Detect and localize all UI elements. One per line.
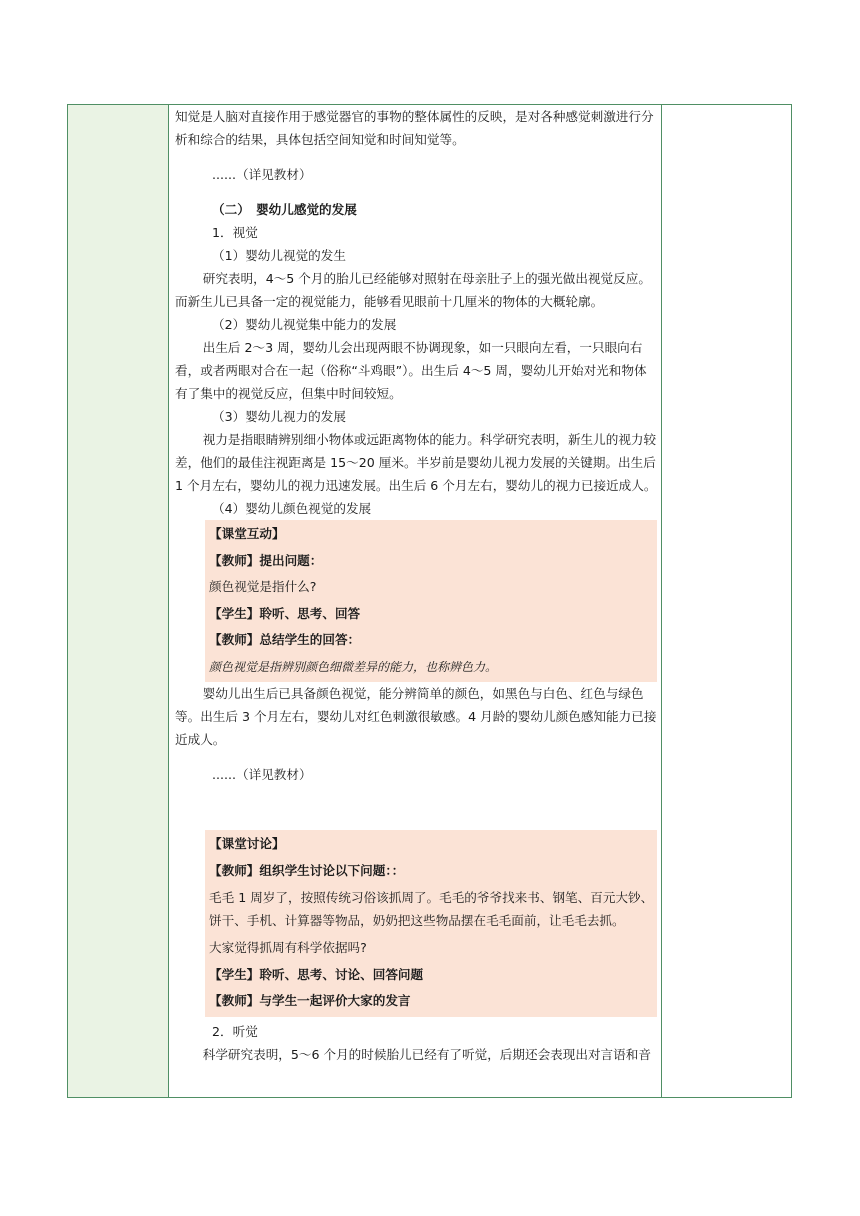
classroom-interaction-box <box>205 520 657 682</box>
section-heading: （二） 婴幼儿感觉的发展 <box>212 202 357 217</box>
box-title: 【课堂互动】 <box>209 526 285 541</box>
subheading-vision-focus: （2）婴幼儿视觉集中能力的发展 <box>212 317 397 332</box>
paragraph-hearing: 科学研究表明，5～6 个月的时候胎儿已经有了听觉，后期还会表现出对言语和音 <box>202 1046 651 1062</box>
right-column <box>661 105 791 1097</box>
classroom-discussion-box <box>205 830 657 1017</box>
intro-paragraph: 知觉是人脑对直接作用于感觉器官的事物的整体属性的反映，是对各种感觉刺激进行分析和综合的结果，具体包括空间知觉和时间知觉等。 <box>175 109 654 147</box>
student-label: 【学生】聆听、思考、讨论、回答问题 <box>209 966 424 982</box>
paragraph-vision-focus: 出生后 2～3 周，婴幼儿会出现两眼不协调现象，如一只眼向左看，一只眼向右看，或者两眼对合在一起（俗称“斗鸡眼”）。出生后 4～5 周，婴幼儿开始对光和物体有了集中的视觉反应，但集中时间较短。 <box>175 340 647 401</box>
subheading-eyesight: （3）婴幼儿视力的发展 <box>212 409 346 424</box>
teacher-evaluate-label: 【教师】与学生一起评价大家的发言 <box>209 993 411 1008</box>
box-question: 颜色视觉是指什么? <box>209 579 317 594</box>
teacher-question-label: 【教师】提出问题： <box>209 552 323 568</box>
discussion-story: 毛毛 1 周岁了，按照传统习俗该抓周了。毛毛的爷爷找来书、钢笔、百元大钞、饼干、手机、计算器等物品，奶奶把这些物品摆在毛毛面前，让毛毛去抓。 <box>209 890 654 928</box>
see-textbook-note-2: ......（详见教材） <box>212 767 312 782</box>
left-column <box>68 105 169 1097</box>
discussion-question: 大家觉得抓周有科学依据吗? <box>209 940 367 955</box>
student-label: 【学生】聆听、思考、回答 <box>209 605 361 621</box>
box-answer: 颜色视觉是指辨别颜色细微差异的能力，也称辨色力。 <box>209 659 498 674</box>
lesson-table <box>67 104 792 1098</box>
item-hearing: 2．听觉 <box>212 1023 258 1039</box>
paragraph-eyesight: 视力是指眼睛辨别细小物体或远距离物体的能力。科学研究表明，新生儿的视力较差，他们的最佳注视距离是 15～20 厘米。半岁前是婴幼儿视力发展的关键期。出生后 1 个月左右，婴幼儿的视力迅速发展。出生后 6 个月左右，婴幼儿的视力已接近成人。 <box>175 432 657 493</box>
teacher-organize-label: 【教师】组织学生讨论以下问题：： <box>209 862 405 878</box>
content-column <box>175 105 657 1097</box>
item-vision: 1．视觉 <box>212 225 258 240</box>
paragraph-color-vision: 婴幼儿出生后已具备颜色视觉，能分辨简单的颜色，如黑色与白色、红色与绿色等。出生后 3 个月左右，婴幼儿对红色刺激很敏感。4 月龄的婴幼儿颜色感知能力已接近成人。 <box>175 686 657 747</box>
teacher-summary-label: 【教师】总结学生的回答： <box>209 632 361 647</box>
paragraph-vision-origin: 研究表明，4～5 个月的胎儿已经能够对照射在母亲肚子上的强光做出视觉反应。而新生儿已具备一定的视觉能力，能够看见眼前十几厘米的物体的大概轮廓。 <box>175 271 651 309</box>
subheading-vision-origin: （1）婴幼儿视觉的发生 <box>212 248 346 263</box>
subheading-color-vision: （4）婴幼儿颜色视觉的发展 <box>212 501 372 516</box>
box-title: 【课堂讨论】 <box>209 836 285 851</box>
see-textbook-note: ......（详见教材） <box>212 167 312 182</box>
